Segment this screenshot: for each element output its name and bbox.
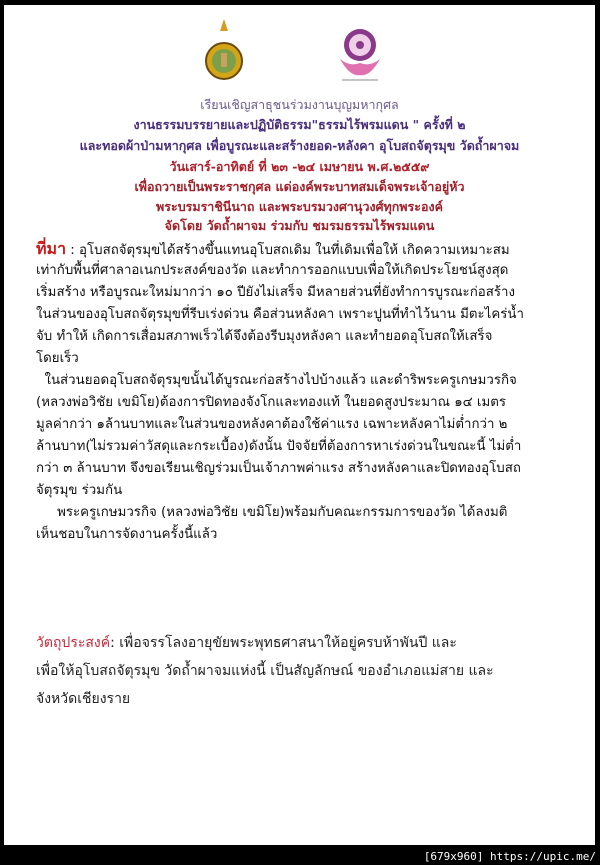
paragraph-line: จับ ทำให้ เกิดการเสื่อมสภาพเร็วได้จึงต้องรีบมุงหลังคา และทำยอดอุโบสถให้เสร็จ: [36, 329, 493, 344]
background-label: ที่มา: [36, 239, 67, 258]
paragraph-line: [36, 238, 581, 260]
paragraph-line: จังหวัดเชียงราย: [36, 691, 131, 707]
paragraph-line: โดยเร็ว: [36, 351, 79, 366]
paragraph-line: เห็นชอบในการจัดงานครั้งนี้แล้ว: [36, 527, 218, 542]
invitation-line: เรียนเชิญสาธุชนร่วมงานบุญมหากุศล: [200, 97, 399, 112]
dedication-line-1: เพื่อถวายเป็นพระราชกุศล แด่องค์พระบาทสมเด็จพระเจ้าอยู่หัว: [134, 179, 465, 194]
kathin-line: และทอดผ้าป่ามหากุศล เพื่อบูรณะและสร้างยอด-หลังคา อุโบสถจัตุรมุข วัดถ้ำผาจม: [79, 138, 520, 153]
dharma-wheel-lotus-logo: [334, 23, 386, 83]
paragraph-line: ล้านบาท(ไม่รวมค่าวัสดุและกระเบื้อง)ดังนั้น ปัจจัยที่ต้องการหาเร่งด่วนในขณะนี้ ไม่ต่ำ: [36, 439, 522, 454]
paragraph-line: เพื่อให้อุโบสถจัตุรมุข วัดถ้ำผาจมแห่งนี้ เป็นสัญลักษณ์ ของอำเภอแม่สาย และ: [36, 663, 494, 679]
watermark: [679x960] https://upic.me/: [423, 850, 596, 863]
paragraph-line: [36, 629, 581, 657]
objective-label: วัตถุประสงค์: [36, 635, 111, 651]
paragraph-line: เริ่มสร้าง หรือบูรณะใหม่มากว่า ๑๐ ปียังไม่เสร็จ มีหลายส่วนที่ยังทำการบูรณะก่อสร้าง: [36, 285, 515, 300]
organizer-line: จัดโดย วัดถ้ำผาจม ร่วมกับ ชมรมธรรมไร้พรมแดน: [164, 218, 435, 233]
poster: [4, 5, 595, 845]
temple-seal-logo: [204, 17, 244, 87]
paragraph-line: เท่ากับพื้นที่ศาลาอเนกประสงค์ของวัด และทำการออกแบบเพื่อให้เกิดประโยชน์สูงสุด: [36, 263, 509, 278]
paragraph-line: พระครูเกษมวรกิจ (หลวงพ่อวิชัย เขมิโย)พร้อมกับคณะกรรมการของวัด ได้ลงมติ: [36, 505, 508, 520]
paragraph-line: มูลค่ากว่า ๑ล้านบาทและในส่วนของหลังคาต้องใช้ค่าแรง เฉพาะหลังคาไม่ต่ำกว่า ๒: [36, 417, 508, 432]
event-date: วันเสาร์-อาทิตย์ ที่ ๒๓ -๒๔ เมษายน พ.ศ.๒๕๕๙: [169, 159, 430, 174]
text: : อุโบสถจัตุรมุขได้สร้างขึ้นแทนอุโบสถเดิม ในที่เดิมเพื่อให้ เกิดความเหมาะสม: [66, 243, 510, 258]
paragraph-line: ในส่วนของอุโบสถจัตุรมุขที่รีบเร่งด่วน คือส่วนหลังคา เพราะปูนที่ทำไว้นาน มีตะไคร่น้ำ: [36, 307, 524, 322]
paragraph-line: (หลวงพ่อวิชัย เขมิโย)ต้องการปิดทองจังโกและทองแท้ ในยอดสูงประมาณ ๑๔ เมตร: [36, 395, 507, 410]
paragraph-line: จัตุรมุข ร่วมกัน: [36, 483, 123, 498]
background-section: [36, 238, 581, 546]
objective-section: [36, 629, 581, 713]
paragraph-line: ในส่วนยอดอุโบสถจัตุรมุขนั้นได้บูรณะก่อสร้างไปบ้างแล้ว และดำริพระครูเกษมวรกิจ: [36, 373, 517, 388]
paragraph-line: กว่า ๓ ล้านบาท จึงขอเรียนเชิญร่วมเป็นเจ้าภาพค่าแรง สร้างหลังคาและปิดทองอุโบสถ: [36, 461, 521, 476]
dedication-line-2: พระบรมราชินีนาถ และพระบรมวงศานุวงศ์ทุกพระองค์: [156, 199, 443, 214]
text: : เพื่อจรรโลงอายุขัยพระพุทธศาสนาให้อยู่ครบห้าพันปี และ: [110, 635, 457, 651]
event-title: งานธรรมบรรยายและปฏิบัติธรรม"ธรรมไร้พรมแดน " ครั้งที่ ๒: [133, 117, 466, 132]
